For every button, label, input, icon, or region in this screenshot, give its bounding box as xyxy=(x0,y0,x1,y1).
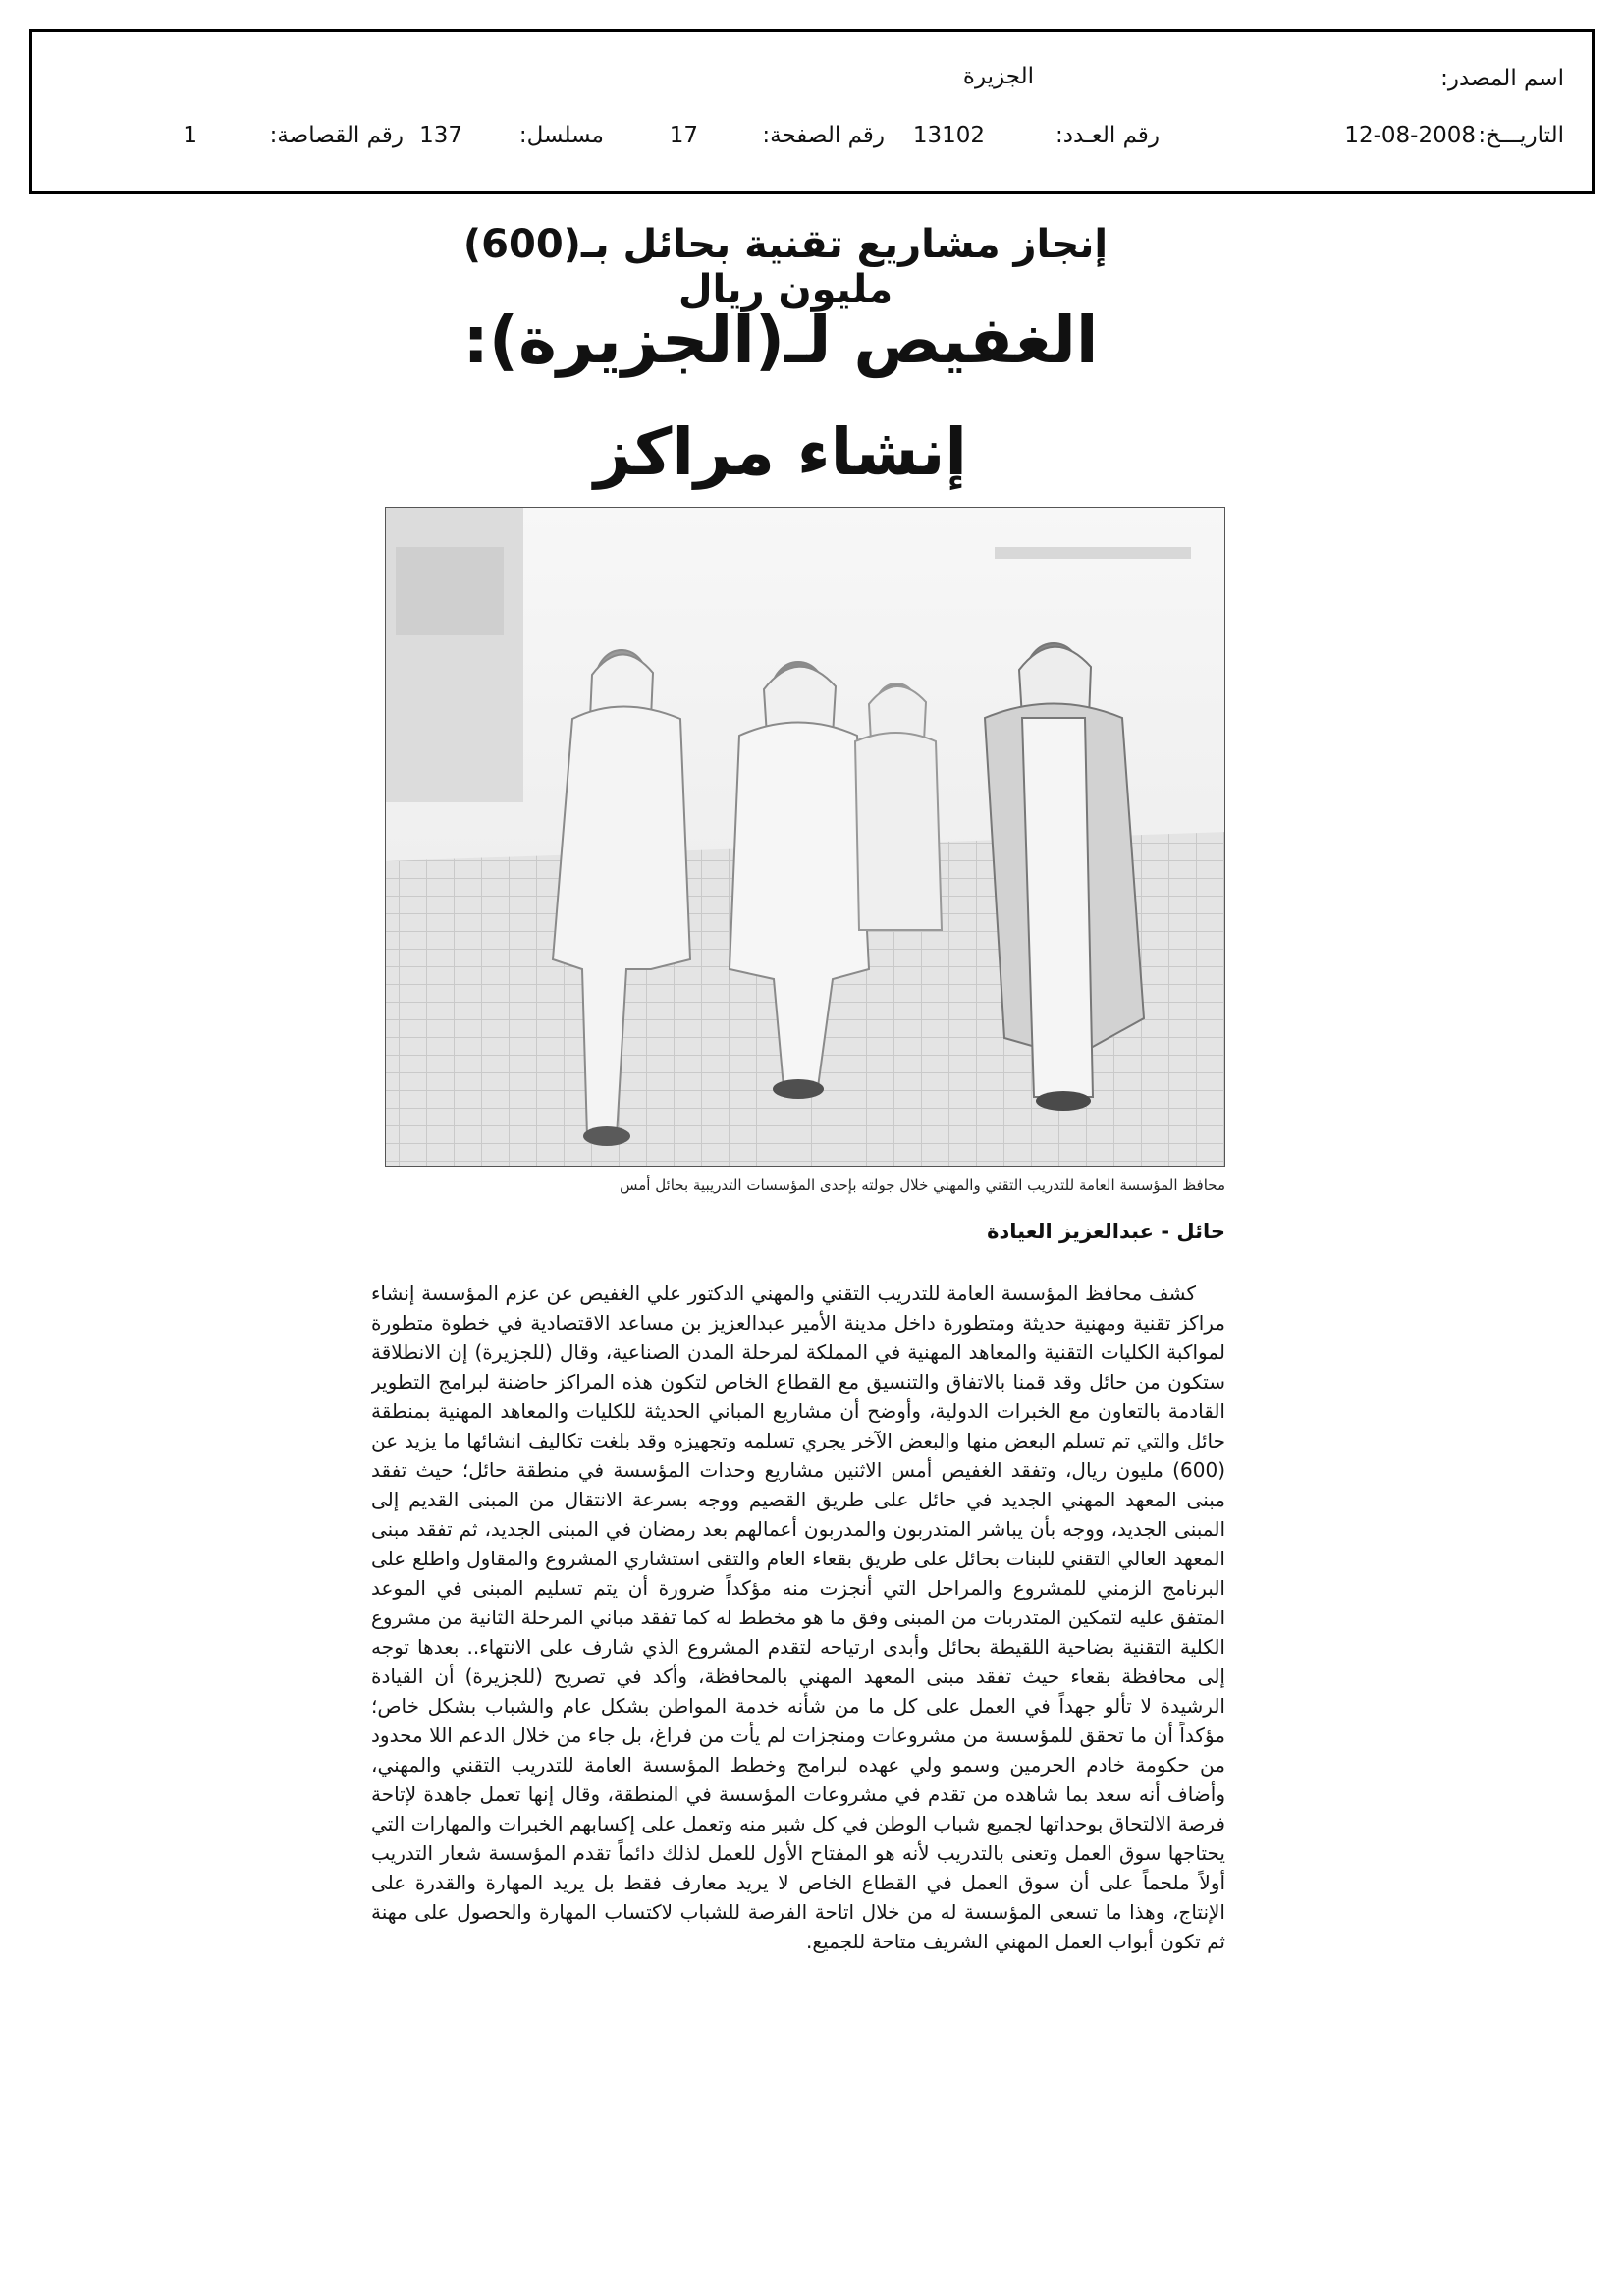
page-value: 17 xyxy=(669,123,698,148)
serial-label: مسلسل: xyxy=(518,123,604,148)
source-label: اسم المصدر: xyxy=(1440,66,1564,91)
page-label: رقم الصفحة: xyxy=(762,123,885,148)
clipping-header-box xyxy=(29,29,1595,194)
issue-label: رقم العـدد: xyxy=(1055,123,1160,148)
article-kicker: إنجاز مشاريع تقنية بحائل بـ(600) مليون ريال xyxy=(462,222,1109,312)
date-value: 12-08-2008 xyxy=(1344,123,1476,148)
source-value: الجزيرة xyxy=(962,64,1034,89)
issue-value: 13102 xyxy=(912,123,985,148)
headline-line-1: الغفيص لـ(الجزيرة): إنشاء مراكز xyxy=(462,302,1099,490)
article-body xyxy=(371,1279,1225,2280)
clip-label: رقم القصاصة: xyxy=(269,123,404,148)
article-photo xyxy=(385,507,1225,1167)
photo-caption: محافظ المؤسسة العامة للتدريب التقني والمهني خلال جولته بإحدى المؤسسات التدريبية بحائل أمس xyxy=(620,1176,1225,1194)
date-label: التاريـــخ: xyxy=(1478,123,1564,148)
article-byline: حائل - عبدالعزيز العيادة xyxy=(987,1220,1225,1243)
serial-value: 137 xyxy=(419,123,462,148)
article-body-text: كشف محافظ المؤسسة العامة للتدريب التقني والمهني الدكتور علي الغفيص عن عزم المؤسسة إنشاء مراكز تقنية ومهنية حديثة ومتطورة داخل مدينة الأمير عبدالعزيز بن مساعد الاقتصادية في خطوة متطورة لمواكبة الكليات التقنية والمعاهد المهنية في المملكة لمرحلة المدن الصناعية، وقال (للجزيرة) إن الانطلاقة ستكون من حائل وقد قمنا بالاتفاق والتنسيق مع القطاع الخاص لتكون هذه المراكز حاضنة لبرامج التطوير القادمة بالتعاون مع الخبرات الدولية، وأوضح أن مشاريع المباني الحديثة للكليات والمعاهد المهنية بمنطقة حائل والتي تم تسلم البعض منها والبعض الآخر يجري تسلمه وتجهيزه وقد بلغت تكاليف انشائها ما يزيد عن (600) مليون ريال، وتفقد الغفيص أمس الاثنين مشاريع وحدات المؤسسة في منطقة حائل؛ حيث تفقد مبنى المعهد المهني الجديد في حائل على طريق القصيم ووجه بسرعة الانتقال من المبنى القديم إلى المبنى الجديد، ووجه بأن يباشر المتدربون والمدربون أعمالهم بعد رمضان في المبنى الجديد، ثم تفقد مبنى المعهد العالي التقني للبنات بحائل على طريق بقعاء العام والتقى استشاري المشروع والمقاول واطلع على البرنامج الزمني للمشروع والمراحل التي أنجزت منه مؤكداً ضرورة أن يتم تسليم المبنى في الموعد المتفق عليه لتمكين المتدربات من المبنى وفق ما هو مخطط له كما تفقد مباني المرحلة الثانية من مشروع الكلية التقنية بضاحية اللقيطة بحائل وأبدى ارتياحه لتقدم المشروع الذي شارف على الانتهاء.. بعدها توجه إلى محافظة بقعاء حيث تفقد مبنى المعهد المهني بالمحافظة، وأكد في تصريح (للجزيرة) أن القيادة الرشيدة لا تألو جهداً في العمل على كل ما من شأنه خدمة المواطن بشكل عام والشباب بشكل خاص؛ مؤكداً أن ما تحقق للمؤسسة من مشروعات ومنجزات لم يأت من فراغ، بل جاء من خلال الدعم اللا محدود من حكومة خادم الحرمين وسمو ولي عهده لبرامج وخطط المؤسسة العامة للتدريب التقني والمهني، وأضاف أنه سعد بما شاهده من تقدم في مشروعات المؤسسة في المنطقة، وقال إنها تعمل جاهدة لإتاحة فرصة الالتحاق بوحداتها لجميع شباب الوطن في كل شبر منه وتعمل على إكسابهم الخبرات والمهارات التي يحتاجها سوق العمل وتعنى بالتدريب لأنه هو المفتاح الأول للعمل لذلك دائماً تقدم المؤسسة شعار التدريب أولاً ملحماً على أن سوق العمل في القطاع الخاص لا يريد معارف فقط بل يريد المهارة والقدرة على الإنتاج، وهذا ما تسعى المؤسسة له من خلال اتاحة الفرصة للشباب لاكتساب المهارة والحصول على مهنة ثم تكون أبواب العمل المهني الشريف متاحة للجميع. xyxy=(371,1282,1225,1953)
clip-value: 1 xyxy=(183,123,197,148)
